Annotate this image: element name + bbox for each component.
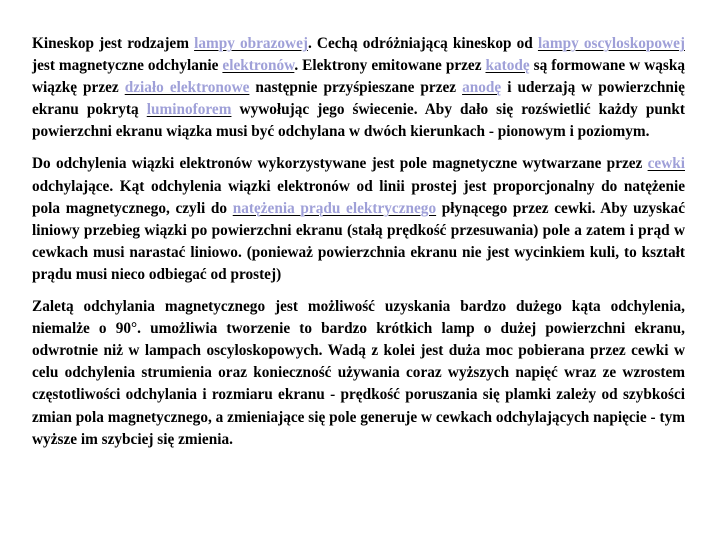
hyperlink[interactable]: katodę xyxy=(485,57,530,75)
text-run: jest magnetyczne odchylanie xyxy=(32,57,223,75)
paragraph-2 xyxy=(32,153,685,286)
text-run: . Elektrony emitowane przez xyxy=(294,57,486,75)
text-run: odchylające. Kąt odchylenia wiązki elektronów od linii prostej jest proporcjonalny do natężenie pola magnetycznego, czyli do xyxy=(32,177,685,217)
text-run: Kineskop jest rodzajem xyxy=(32,35,195,52)
hyperlink[interactable]: lampy oscyloskopowej xyxy=(537,35,685,52)
hyperlink[interactable]: luminoforem xyxy=(146,101,232,119)
paragraph-1 xyxy=(32,33,685,143)
text-run: . Cechą odróżniającą kineskop od xyxy=(307,35,538,52)
text-run: Do odchylenia wiązki elektronów wykorzystywane jest pole magnetyczne wytwarzane przez xyxy=(32,155,648,173)
hyperlink[interactable]: natężenia prądu elektrycznego xyxy=(232,199,437,217)
text-run: wywołując jego świecenie. Aby dało się rozświetlić każdy punkt powierzchni ekranu wiązka musi być odchylana w dwóch kierunkach - pionowym i poziomym. xyxy=(32,101,685,141)
document-body xyxy=(32,33,685,451)
hyperlink[interactable]: cewki xyxy=(647,155,685,173)
paragraph-3 xyxy=(32,296,685,451)
text-run: są formowane w wąską wiązkę przez xyxy=(32,57,686,97)
text-run: płynącego przez cewki. Aby uzyskać liniowy przebieg wiązki po powierzchni ekranu (stałą prędkość przesuwania) pole a zatem i prąd w cewkach musi narastać liniowo. (ponieważ powierzchnia ekranu nie jest wycinkiem kuli, to kształt prądu musi nieco odbiegać od prostej) xyxy=(32,199,685,283)
hyperlink[interactable]: elektronów xyxy=(222,57,295,75)
text-run: i uderzają w powierzchnię ekranu pokrytą xyxy=(32,79,685,119)
hyperlink[interactable]: lampy obrazowej xyxy=(194,35,308,52)
text-run: Zaletą odchylania magnetycznego jest możliwość uzyskania bardzo dużego kąta odchylenia, niemalże o 90°. umożliwia tworzenie to bardzo krótkich lamp o dużej powierzchni ekranu, odwrotnie niż w lampach oscyloskopowych. Wadą z kolei jest duża moc pobierana przez cewki w celu odchylenia strumienia oraz konieczność używania coraz wyższych napięć wraz ze wzrostem częstotliwości odchylania i rozmiaru ekranu - prędkość poruszania się plamki zależy od szybkości zmian pola magnetycznego, a zmieniające się pole generuje w cewkach odchylających napięcie - tym wyższe im szybciej się zmienia. xyxy=(32,298,685,448)
hyperlink[interactable]: działo elektronowe xyxy=(124,79,250,97)
text-run: następnie przyśpieszane przez xyxy=(249,79,463,97)
hyperlink[interactable]: anodę xyxy=(462,79,502,97)
